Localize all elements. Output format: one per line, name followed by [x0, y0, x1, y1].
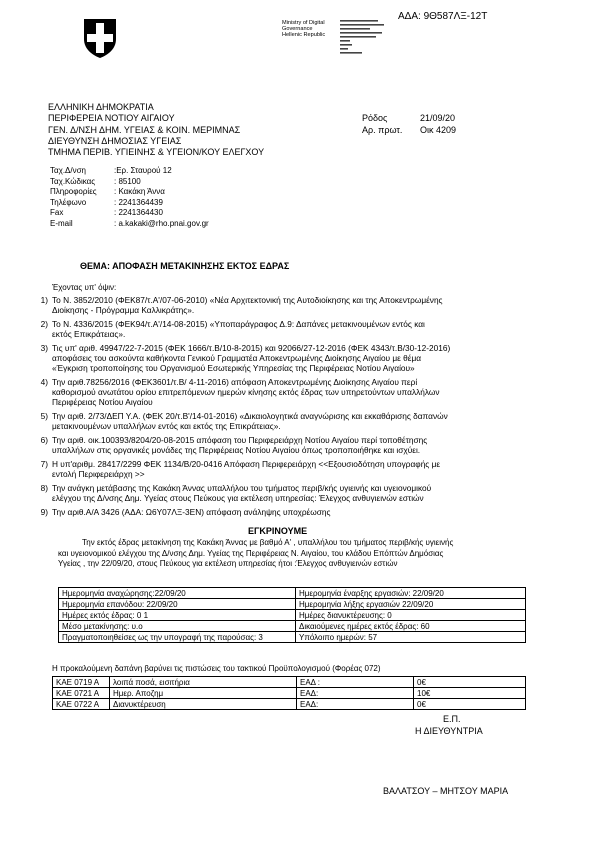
table-row: ΚΑΕ 0722 Α Διανυκτέρευση ΕΑΔ: 0€ — [53, 699, 526, 710]
table-row: Ημερομηνία επανόδου: 22/09/20 Ημερομηνία λήξης εργασιών 22/09/20 — [59, 599, 526, 610]
ministry-line: Ministry of Digital — [282, 20, 325, 26]
ep-label: Ε.Π. — [443, 714, 461, 724]
list-item: 7) Η υπ'αριθμ. 28417/2299 ΦΕΚ 1134/Β/20-0416 Απόφαση Περιφερειάρχη <<Εξουσιοδότηση υπογραφής με εντολή Περιφερειάρχη >> — [40, 459, 441, 479]
signer-name: ΒΑΛΑΤΣΟΥ – ΜΗΤΣΟΥ ΜΑΡΙΑ — [383, 786, 509, 796]
subject-title: ΘΕΜΑ: ΑΠΟΦΑΣΗ ΜΕΤΑΚΙΝΗΣΗΣ ΕΚΤΟΣ ΕΔΡΑΣ — [80, 261, 290, 271]
contact-row: Ταχ.Κώδικας : 85100 — [50, 176, 141, 186]
approve-title: ΕΓΚΡΙΝΟΥΜΕ — [248, 526, 308, 536]
list-item: 6) Την αριθ. οικ.100393/8204/20-08-2015 απόφαση του Περιφερειάρχη Νοτίου Αιγαίου περί τοποθέτησης υπαλλήλων στις οργανικές μονάδες της Περιφέρειας Νοτίου Αιγαίου όπως τροποποιήθηκε και ισχύει. — [40, 435, 428, 455]
table-row: Μέσο μετακίνησης: υ.ο Δικαιούμενες ημέρες εκτός έδρας: 60 — [59, 621, 526, 632]
table-row: ΚΑΕ 0721 Α Ημερ. Αποζημ ΕΑΔ: 10€ — [53, 688, 526, 699]
director-title: Η ΔΙΕΥΘΥΝΤΡΙΑ — [415, 726, 483, 736]
ada-code: ΑΔΑ: 9Θ587ΛΞ-12Τ — [398, 11, 488, 22]
table-row: Πραγματοποιηθείσες ως την υπογραφή της παρούσας: 3 Υπόλοιπο ημερών: 57 — [59, 632, 526, 643]
ministry-stamp — [282, 20, 325, 39]
signature-metadata-stamp — [340, 20, 386, 59]
approve-text: Την εκτός έδρας μετακίνηση της Κακάκη Άννας με βαθμό Α' , υπαλλήλου του τμήματος περιβ/κής υγιεινής και υγειονομικού ελέγχου της Δ/νσης Δημ. Υγείας της Περιφέρειας Ν. Αιγαίου, του κλάδου Επόπτών Δημόσιας Υγείας , την 22/09/20, στους Πεύκους για εκτέλεση υπηρεσίας ήτοι :Έλεγχος ανθυγιεινών εστιών — [58, 538, 454, 568]
list-item: 8) Την ανάγκη μετάβασης της Κακάκη Άννας υπαλλήλου του τμήματος περιβ/κής υγιεινής και υγειονομικού ελέγχου της Δ/νσης Δημ. Υγείας στους Πεύκους για εκτέλεση υπηρεσίας: Έλεγχος ανθυγιεινών εστιών — [40, 483, 432, 503]
date: 21/09/20 — [420, 113, 456, 123]
ministry-line: Governance — [282, 26, 313, 33]
contact-row: Fax : 2241364430 — [50, 208, 163, 218]
ministry-line: Hellenic Republic — [282, 32, 326, 39]
having-regard-label: Έχοντας υπ' όψιν: — [52, 283, 117, 292]
place: Ρόδος — [362, 113, 388, 123]
list-item: 9) Την αριθ.Α/Α 3426 (ΑΔΑ: Ω6Υ07ΛΞ-3ΕΝ) απόφαση ανάληψης υποχρέωσης — [40, 507, 331, 517]
table-row: Ημερομηνία αναχώρησης:22/09/20 Ημερομηνία έναρξης εργασιών: 22/09/20 — [59, 588, 526, 599]
contact-row: E-mail : a.kakaki@rho.pnai.gov.gr — [50, 218, 209, 228]
budget-table — [52, 676, 526, 710]
budget-text: Η προκαλούμενη δαπάνη βαρύνει τις πιστώσεις του τακτικού Προϋπολογισμού (Φορέας 072) — [52, 664, 381, 673]
issuer-line: ΓΕΝ. Δ/ΝΣΗ ΔΗΜ. ΥΓΕΙΑΣ & ΚΟΙΝ. ΜΕΡΙΜΝΑΣ — [48, 124, 241, 135]
movement-details-table — [58, 587, 526, 643]
list-item: 3) Τις υπ' αριθ. 49947/22-7-2015 (ΦΕΚ 1666/τ.Β/10-8-2015) και 92066/27-12-2016 (ΦΕΚ 4343/τ.Β/30-12-2016) αποφάσεις του ασκούντα καθήκοντα Γενικού Γραμματέα Αποκεντρωμένης Διοίκησης Αιγαίου με θέμα «Έγκριση τροποποίησης του Οργανισμού Εσωτερικής Υπηρεσίας της Περιφέρειας Νοτίου Αιγαίου» — [40, 343, 451, 373]
issuer-line: ΤΜΗΜΑ ΠΕΡΙΒ. ΥΓΙΕΙΝΗΣ & ΥΓΕΙΟΝ/ΚΟΥ ΕΛΕΓΧΟΥ — [48, 147, 265, 158]
issuer-line: ΔΙΕΥΘΥΝΣΗ ΔΗΜΟΣΙΑΣ ΥΓΕΙΑΣ — [48, 135, 182, 146]
contact-block — [50, 166, 209, 230]
issuer-line: ΠΕΡΙΦΕΡΕΙΑ ΝΟΤΙΟΥ ΑΙΓΑΙΟΥ — [48, 113, 175, 124]
signature-metadata-icon — [340, 20, 386, 58]
table-row: Ημέρες εκτός έδρας: 0 1 Ημέρες διανυκτέρευσης: 0 — [59, 610, 526, 621]
protocol-number: Οικ 4209 — [420, 125, 457, 135]
contact-row: Ταχ.Δ/νση :Ερ. Σταυρού 12 — [50, 166, 172, 175]
issuer-block — [48, 102, 264, 158]
table-row: ΚΑΕ 0719 Α λοιπά ποσά, εισιτήρια ΕΑΔ : 0€ — [53, 677, 526, 688]
hellenic-emblem-icon — [80, 17, 120, 59]
contact-row: Πληροφορίες : Κακάκη Άννα — [50, 187, 165, 197]
list-item: 1) Το Ν. 3852/2010 (ΦΕΚ87/τ.Α'/07-06-2010) «Νέα Αρχιτεκτονική της Αυτοδιοίκησης και της Αποκεντρωμένης Διοίκησης - Πρόγραμμα Καλλικράτης». — [40, 295, 443, 315]
issuer-line: ΕΛΛΗΝΙΚΗ ΔΗΜΟΚΡΑΤΙΑ — [48, 102, 154, 112]
list-item: 4) Την αριθ.78256/2016 (ΦΕΚ3601/τ.Β/ 4-11-2016) απόφαση Αποκεντρωμένης Διοίκησης Αιγαίου περί καθορισμού ανωτάτου ορίου επιτρεπόμενων ημερών κίνησης εκτός έδρας των υπηρετούντων υπαλλήλων Περιφέρειας Νοτίου Αιγαίου — [40, 377, 440, 407]
list-item: 2) Το Ν. 4336/2015 (ΦΕΚ94/τ.Α'/14-08-2015) «Υποπαράγραφος Δ.9: Δαπάνες μετακινουμένων εντός και εκτός Επικράτειας». — [40, 319, 425, 339]
protocol-label: Αρ. πρωτ. — [362, 125, 403, 135]
list-item: 5) Την αριθ. 2/73/ΔΕΠ Υ.Α. (ΦΕΚ 20/τ.Β'/14-01-2016) «Δικαιολογητικά αναγνώρισης και εκκαθάρισης δαπανών μετακινουμένων υπαλλήλων εντός και εκτός της Επικράτειας». — [40, 411, 448, 431]
contact-row: Τηλέφωνο : 2241364439 — [50, 197, 163, 207]
